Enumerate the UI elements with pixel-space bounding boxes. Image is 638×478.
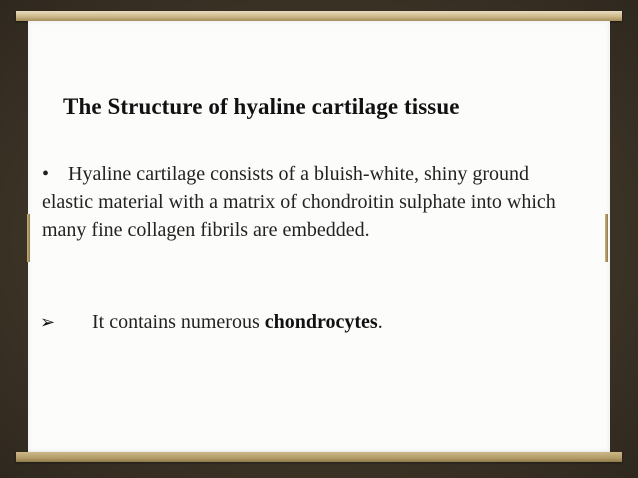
bullet-icon: • xyxy=(42,163,50,185)
bullet-paragraph xyxy=(42,160,582,244)
top-decorative-bar xyxy=(16,11,622,21)
left-side-marker xyxy=(27,214,30,262)
paragraph-text: Hyaline cartilage consists of a bluish-white, shiny ground elastic material with a matrix of chondroitin sulphate into which many fine collagen fibrils are embedded. xyxy=(42,163,556,241)
bottom-decorative-bar xyxy=(16,452,622,462)
item-text-before: It contains numerous xyxy=(92,311,265,333)
right-side-marker xyxy=(605,214,608,262)
arrow-bullet-icon: ➢ xyxy=(40,312,56,333)
item-emphasis: chondrocytes xyxy=(264,311,378,333)
slide-title: The Structure of hyaline cartilage tissue xyxy=(63,94,460,119)
item-text-after: . xyxy=(377,311,383,333)
arrow-bullet-item xyxy=(40,308,383,337)
